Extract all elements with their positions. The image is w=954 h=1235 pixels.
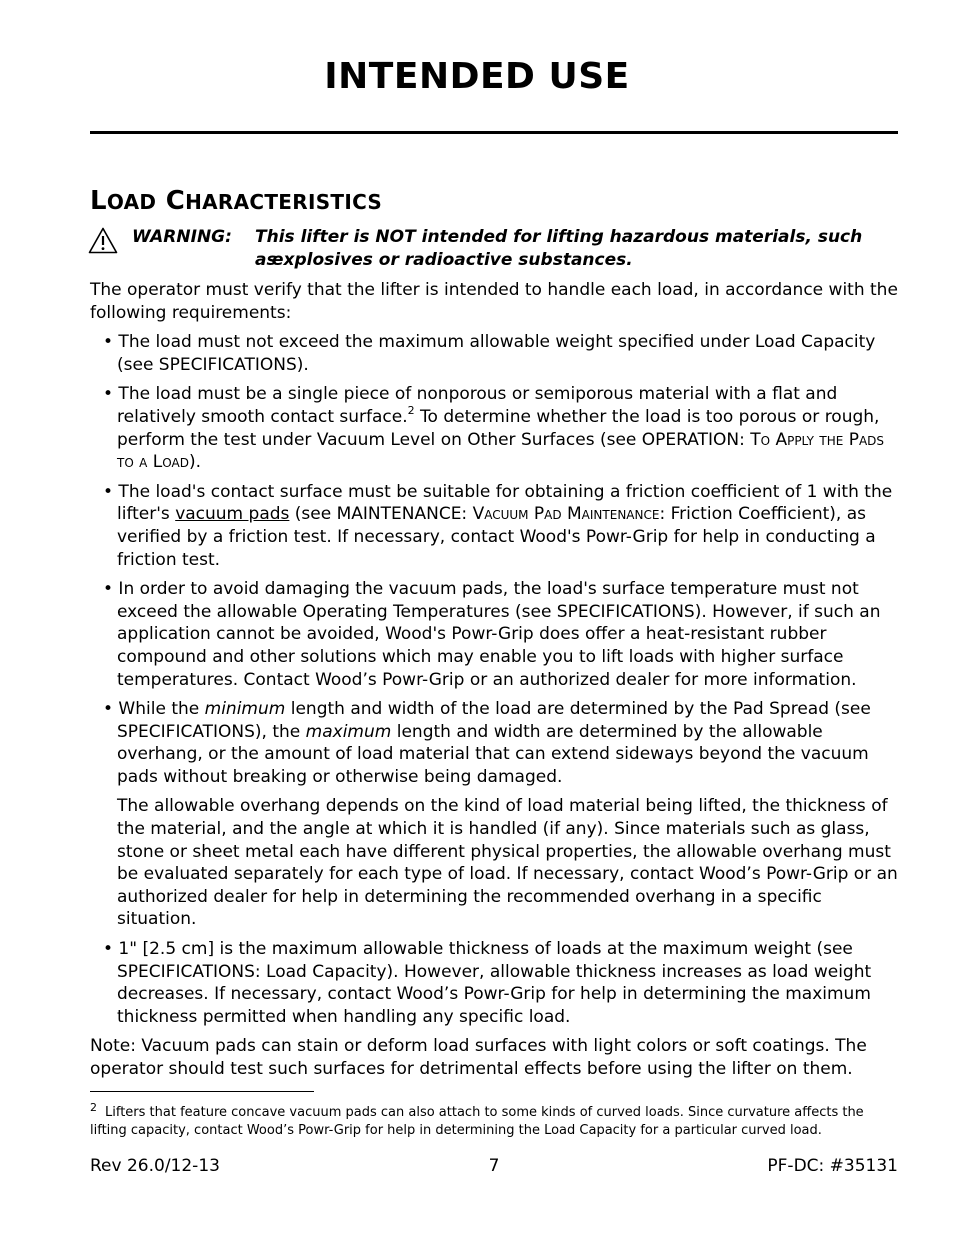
body-text bbox=[90, 279, 902, 1088]
bullet-dimensions-text-c: length and width are determined by the allowable overhang, or the amount of load material that can extend sideways beyond the vacuum pads without breaking or otherwise being damaged. bbox=[117, 721, 869, 787]
cross-ref-apply-pads: To Apply the Pads to a Load bbox=[117, 429, 885, 473]
bullet-friction-text-b: (see MAINTENANCE: bbox=[289, 504, 473, 525]
bullet-dimensions-text-a: • While the bbox=[103, 699, 205, 720]
heading-rest-haracteristics: HARACTERISTICS bbox=[185, 190, 383, 214]
footer-doc-id: PF-DC: #35131 bbox=[767, 1156, 898, 1176]
emphasis-maximum: maximum bbox=[305, 721, 392, 742]
bullet-thickness: • 1" [2.5 cm] is the maximum allowable thickness of loads at the maximum weight (see SPECIFICATIONS: Load Capacity). However, allowable thickness increases as load weight decreases. If necessary, contact Wood’s Powr-Grip for help in determining the maximum thickness permitted when handling any specific load. bbox=[103, 939, 872, 1027]
bullet-material-text-c: ). bbox=[188, 452, 201, 473]
footer-page-number: 7 bbox=[488, 1156, 500, 1176]
footnote-number: 2 bbox=[90, 1101, 97, 1114]
warning-triangle-icon bbox=[88, 227, 118, 254]
heading-cap-c: C bbox=[165, 186, 186, 216]
warning-label: WARNING: bbox=[132, 227, 232, 247]
page-footer bbox=[90, 1156, 898, 1180]
emphasis-minimum: minimum bbox=[204, 699, 286, 720]
bullet-dimensions bbox=[90, 698, 902, 788]
heading-cap-l: L bbox=[90, 186, 107, 216]
title-divider bbox=[90, 131, 898, 134]
footer-revision: Rev 26.0/12-13 bbox=[90, 1156, 220, 1176]
bullet-friction-text-c: : Friction Coefficient), as verified by a friction test. If necessary, contact Wood's Powr-Grip for help in conducting a friction test. bbox=[117, 504, 876, 570]
bullet-material-text-b: To determine whether the load is too porous or rough, perform the test under Vacuum Level on Other Surfaces (see OPERATION: bbox=[117, 406, 880, 450]
bullet-material-text-a: • The load must be a single piece of nonporous or semiporous material with a flat and relatively smooth contact surface. bbox=[103, 384, 838, 427]
bullet-material bbox=[90, 383, 902, 473]
note-paragraph: Note: Vacuum pads can stain or deform load surfaces with light colors or soft coatings. The operator should test such surfaces for detrimental effects before using the lifter on them. bbox=[90, 1036, 867, 1079]
bullet-weight: • The load must not exceed the maximum allowable weight specified under Load Capacity (see SPECIFICATIONS). bbox=[103, 332, 876, 375]
bullet-dimensions-text-b: length and width of the load are determined by the Pad Spread (see SPECIFICATIONS), the bbox=[117, 699, 871, 742]
page-title: INTENDED USE bbox=[324, 56, 630, 97]
bullet-friction bbox=[90, 481, 902, 571]
footnote bbox=[90, 1101, 902, 1140]
bullet-friction-text-a: • The load's contact surface must be suitable for obtaining a friction coefficient of 1 with the lifter's bbox=[103, 481, 893, 525]
overhang-paragraph: The allowable overhang depends on the kind of load material being lifted, the thickness of the material, and the angle at which it is handled (if any). Since materials such as glass, stone or sheet metal each have different physical properties, the allowable overhang must be evaluated separately for each type of load. If necessary, contact Wood’s Powr-Grip or an authorized dealer for help in determining the recommended overhang in a specific situation. bbox=[117, 796, 898, 930]
cross-ref-pad-maintenance: Vacuum Pad Maintenance bbox=[472, 504, 660, 525]
footnote-text: Lifters that feature concave vacuum pads can also attach to some kinds of curved loads. Since curvature affects the lifting capacity, contact Wood’s Powr-Grip for help in determining the Load Capacity for a particular curved load. bbox=[90, 1105, 864, 1138]
warning-line-1: This lifter is NOT intended for lifting hazardous materials, such as bbox=[255, 227, 863, 270]
intro-paragraph: The operator must verify that the lifter is intended to handle each load, in accordance with the following requirements: bbox=[90, 280, 898, 323]
footnote-divider bbox=[90, 1091, 314, 1092]
bullet-temperature: • In order to avoid damaging the vacuum pads, the load's surface temperature must not exceed the allowable Operating Temperatures (see SPECIFICATIONS). However, if such an application cannot be avoided, Wood's Powr-Grip does offer a heat-resistant rubber compound and other solutions which may enable you to lift loads with higher surface temperatures. Contact Wood’s Powr-Grip or an authorized dealer for more information. bbox=[103, 579, 881, 690]
vacuum-pads-link[interactable]: vacuum pads bbox=[175, 504, 290, 525]
heading-rest-oad: OAD bbox=[106, 190, 157, 214]
warning-line-2: explosives or radioactive substances. bbox=[272, 250, 633, 270]
footnote-ref[interactable]: 2 bbox=[407, 403, 415, 417]
section-heading bbox=[90, 186, 382, 216]
